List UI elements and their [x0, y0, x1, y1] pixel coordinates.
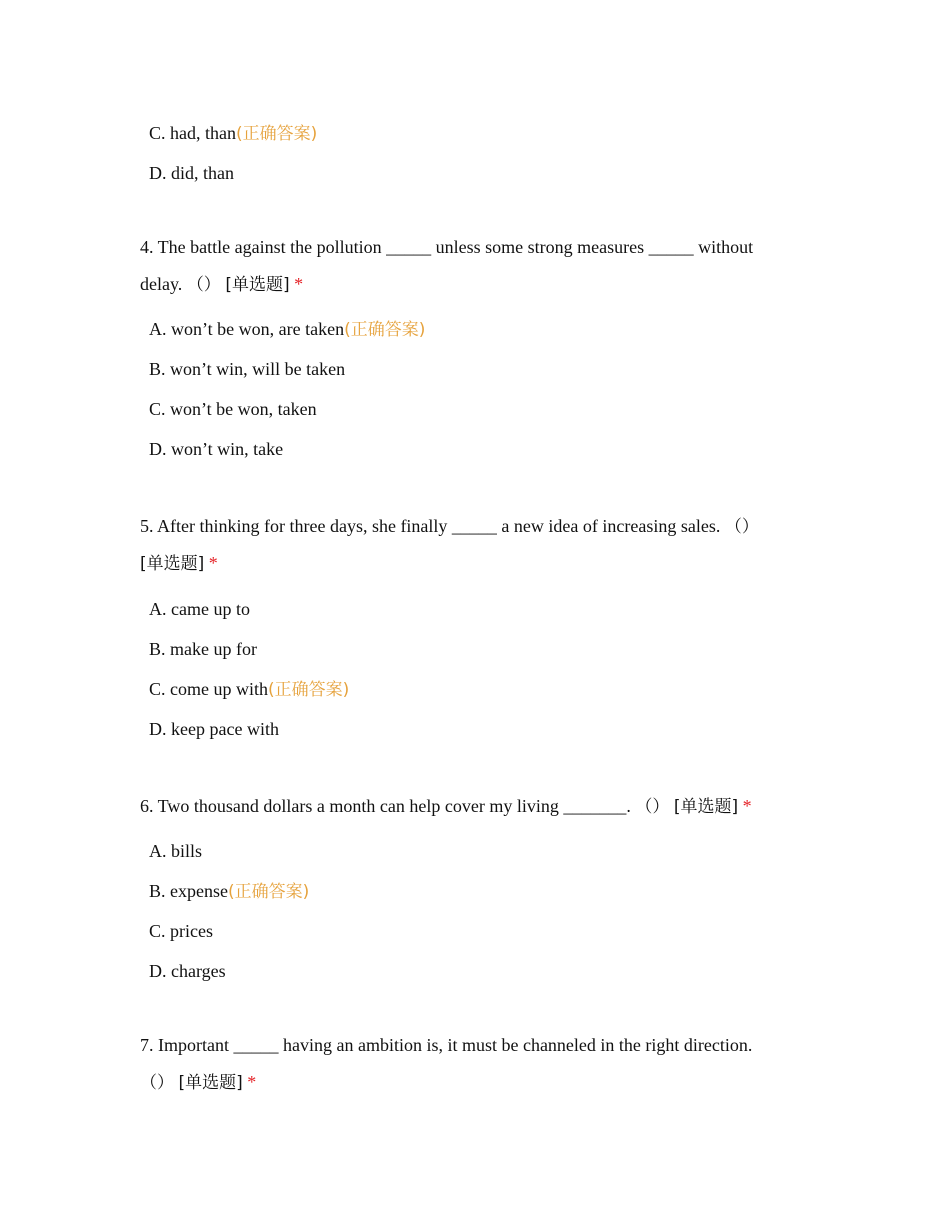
correct-answer-tag: (正确答案)	[227, 882, 310, 902]
required-mark: *	[742, 796, 752, 816]
option-text: C. come up with	[149, 679, 268, 699]
q6-option-c[interactable]	[149, 919, 213, 943]
answer-paren: （）	[635, 797, 670, 817]
q3-option-c[interactable]	[149, 121, 317, 146]
question-text: 7. Important _____ having an ambition is, it must be channeled in the right direction.	[140, 1035, 753, 1055]
q3-option-d[interactable]	[149, 161, 234, 185]
option-text: B. expense	[149, 881, 228, 901]
q5-option-b[interactable]	[149, 637, 257, 661]
option-text: D. charges	[149, 961, 226, 981]
q4-option-a[interactable]	[149, 317, 425, 342]
option-text: B. won’t win, will be taken	[149, 359, 346, 379]
option-text: D. won’t win, take	[149, 439, 284, 459]
q5-title-line2	[140, 551, 218, 576]
correct-answer-tag: (正确答案)	[268, 680, 350, 700]
option-text: C. had, than	[149, 123, 236, 143]
option-text: A. came up to	[149, 599, 250, 619]
option-text: D. did, than	[149, 163, 234, 183]
answer-paren: （）	[724, 517, 759, 537]
required-mark: *	[247, 1072, 257, 1092]
q5-option-c[interactable]	[149, 677, 349, 702]
question-text: 5. After thinking for three days, she finally _____ a new idea of increasing sales.	[140, 516, 721, 536]
required-mark: *	[294, 274, 304, 294]
question-text: 6. Two thousand dollars a month can help cover my living _______.	[140, 796, 631, 816]
required-mark: *	[208, 553, 218, 573]
correct-answer-tag: (正确答案)	[344, 320, 426, 340]
question-text: delay.	[140, 274, 183, 294]
q6-option-b[interactable]	[149, 879, 309, 904]
question-type: [单选题]	[178, 1073, 243, 1093]
question-type: [单选题]	[673, 797, 739, 817]
answer-paren: （）	[186, 275, 221, 295]
q5-title	[140, 514, 759, 539]
q6-title	[140, 794, 752, 819]
option-text: C. won’t be won, taken	[149, 399, 317, 419]
answer-paren: （）	[140, 1073, 174, 1093]
q6-option-a[interactable]	[149, 839, 202, 863]
option-text: C. prices	[149, 921, 213, 941]
q5-option-d[interactable]	[149, 717, 279, 741]
correct-answer-tag: (正确答案)	[236, 124, 318, 144]
q7-title-line2	[140, 1070, 256, 1095]
question-text: 4. The battle against the pollution _____ unless some strong measures _____ without	[140, 237, 754, 257]
q4-option-c[interactable]	[149, 397, 317, 421]
q7-title	[140, 1033, 752, 1057]
q6-option-d[interactable]	[149, 959, 226, 983]
q4-title-line2	[140, 272, 303, 297]
option-text: B. make up for	[149, 639, 257, 659]
question-type: [单选题]	[140, 554, 205, 574]
q4-option-d[interactable]	[149, 437, 283, 461]
question-type: [单选题]	[225, 275, 290, 295]
q5-option-a[interactable]	[149, 597, 250, 621]
option-text: A. won’t be won, are taken	[149, 319, 345, 339]
q4-title	[140, 235, 753, 259]
option-text: A. bills	[149, 841, 203, 861]
q4-option-b[interactable]	[149, 357, 345, 381]
option-text: D. keep pace with	[149, 719, 279, 739]
